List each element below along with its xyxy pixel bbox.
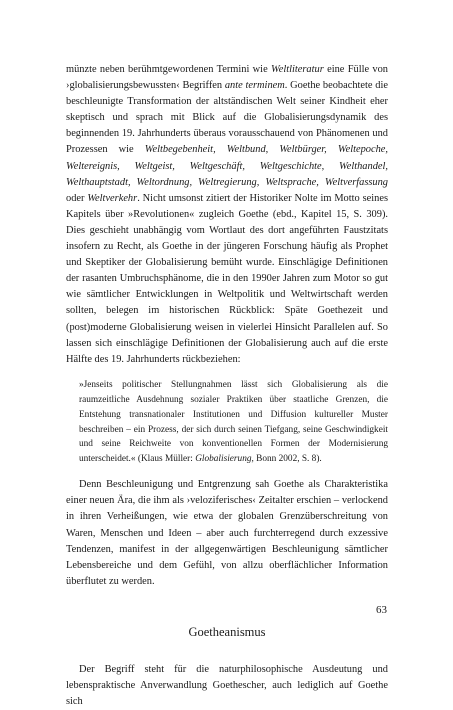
quote-book-title: Globalisierung xyxy=(195,454,252,465)
quote-text-2: , Bonn 2002, S. 8). xyxy=(251,454,322,465)
section-heading: Goetheanismus xyxy=(188,624,266,639)
quote-text-1: »Jenseits politischer Stellungnahmen lässt sich Globalisierung als die raumzeitliche Ausdehnung sozialer Praktiken über staatliche Grenzen, die Entstehung transnationaler Institutionen und Diffusion kultureller Muster beschreiben – ein Prozess, der sich durch seinen Tiefgang, seine Geschwindigkeit und seine Reichweite von konventionellen Formen der Modernisierung unterscheidet.« (Klaus Müller: xyxy=(79,379,388,465)
block-quote xyxy=(66,378,388,467)
paragraph-1-term-weltliteratur: Weltliteratur xyxy=(271,64,324,75)
page-body xyxy=(66,62,388,710)
paragraph-1-term-list: Weltbegebenheit, Weltbund, Weltbürger, Weltepoche, Weltereignis, Weltgeist, Weltgeschäft, Weltgeschichte, Welthandel, Welthauptstadt, Weltordnung, Weltregierung, Weltsprache, Weltverfassung xyxy=(66,144,388,188)
body-paragraph-2: Denn Beschleunigung und Entgrenzung sah Goethe als Charakteristika einer neuen Ära, die ihm als ›veloziferisches‹ Zeitalter erschien – verlockend in ihren Verheißungen, wie etwa der globalen Grenzüberschreitung von Waren, Menschen und Ideen – aber auch furchterregend durch exzessive Tendenzen, manifest in der allgegenwärtigen Beschleunigung sämtlicher Lebensbereiche und dem Gefühl, von allzu oberflächlicher Information überflutet zu werden. xyxy=(66,479,388,587)
body-paragraph-3: Der Begriff steht für die naturphilosophische Ausdeutung und lebenspraktische Anverwandlung Goethescher, auch lediglich auf Goethe sich xyxy=(66,663,388,708)
paragraph-1-text-3: . Goethe beobachtete die beschleunigte Transformation der altständischen Welt seiner Kindheit eher skeptisch und sprach mit Blick auf die Globalisierungsdynamik des beginnenden 19. Jahrhunderts überaus vorausschauend von Phänomenen und Prozessen wie xyxy=(66,80,388,156)
body-paragraph-1 xyxy=(66,62,388,368)
paragraph-1-text-5: . Nicht umsonst zitiert der Historiker Nolte im Motto seines Kapitels über »Revolutionen« zugleich Goethe (ebd., Kapitel 15, S. 309). Dies geschieht unabhängig vom Wortlaut des dort angeführten Faustzitats insofern zu Recht, als Goethe in der jüngeren Forschung häufig als Prophet und Skeptiker der Globalisierung bemüht wurde. Einschlägige Definitionen der rasanten Umbruchsphänome, die in den 1990er Jahren zum Motor so gut wie sämtlicher Entwicklungen in Weltpolitik und Weltwirtschaft werden sollten, belegen im historischen Rückblick: Späte Goethezeit und (post)moderne Globalisierung weisen in vielerlei Hinsicht Parallelen auf. So lassen sich einschlägige Definitionen der Globalisierung auch auf die erste Hälfte des 19. Jahrhunderts rückbeziehen: xyxy=(66,192,389,365)
page-number: 63 xyxy=(376,604,387,616)
paragraph-1-text-2: eine Fülle von ›globalisierungsbewussten‹ Begriffen xyxy=(66,64,388,92)
paragraph-1-text-1: münzte neben berühmtgewordenen Termini wie xyxy=(66,64,272,75)
paragraph-1-text-4: oder xyxy=(66,192,88,204)
paragraph-1-term-ante-terminem: ante terminem xyxy=(224,80,285,92)
paragraph-1-term-weltverkehr: Weltverkehr xyxy=(87,192,138,204)
